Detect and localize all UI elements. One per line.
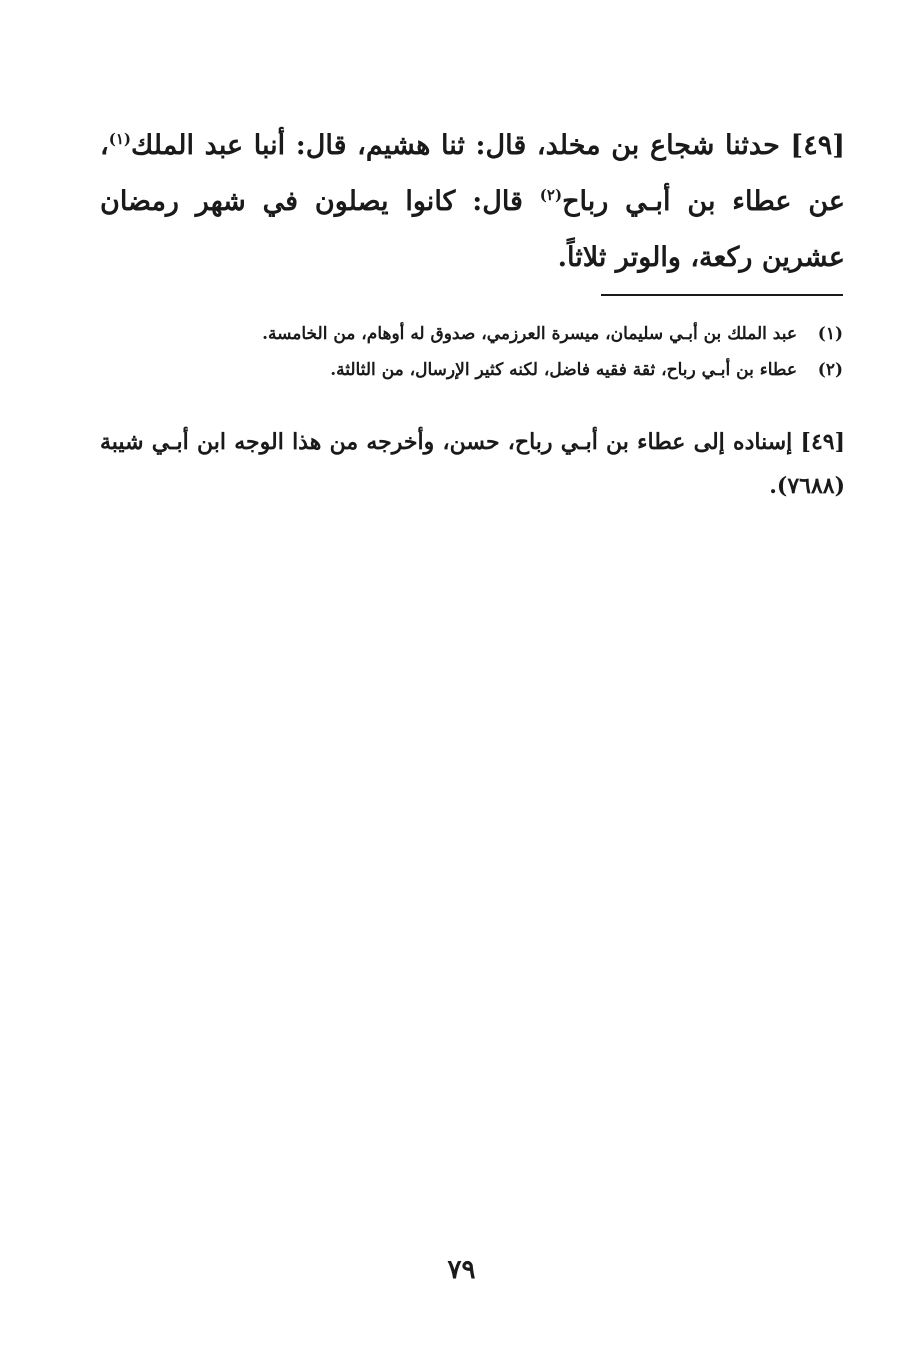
footnote-separator [601, 294, 843, 296]
footnote-ref-2: (٢) [539, 186, 563, 204]
footnotes [98, 316, 843, 388]
page-number: ٧٩ [447, 1255, 476, 1285]
hadith-text-part1: حدثنا شجاع بن مخلد، قال: ثنا هشيم، قال: أنبا عبد الملك [131, 130, 780, 161]
footnote-1 [98, 316, 843, 352]
hadith-text [100, 118, 845, 286]
footnote-number: (٢) [817, 360, 843, 380]
footnote-text: عبد الملك بن أبـي سليمان، ميسرة العرزمي، صدوق له أوهام، من الخامسة. [262, 324, 797, 344]
commentary [100, 420, 845, 508]
footnote-ref-1: (١) [108, 130, 131, 148]
commentary-number: [٤٩] [800, 429, 845, 455]
footnote-2 [98, 352, 843, 388]
commentary-paragraph [100, 420, 845, 508]
hadith-text-part3: قال: كانوا يصلون في شهر رمضان عشرين ركعة، والوتر ثلاثاً. [100, 186, 845, 273]
hadith-number: [٤٩] [790, 130, 845, 161]
footnote-number: (١) [817, 324, 843, 344]
commentary-text: إسناده إلى عطاء بن أبـي رباح، حسن، وأخرجه من هذا الوجه ابن أبـي شيبة (٧٦٨٨). [100, 429, 845, 499]
hadith-text-part2: ، عن عطاء بن أبـي رباح [100, 130, 845, 217]
hadith-paragraph [100, 118, 845, 286]
footnote-text: عطاء بن أبـي رباح، ثقة فقيه فاضل، لكنه كثير الإرسال، من الثالثة. [330, 360, 797, 380]
